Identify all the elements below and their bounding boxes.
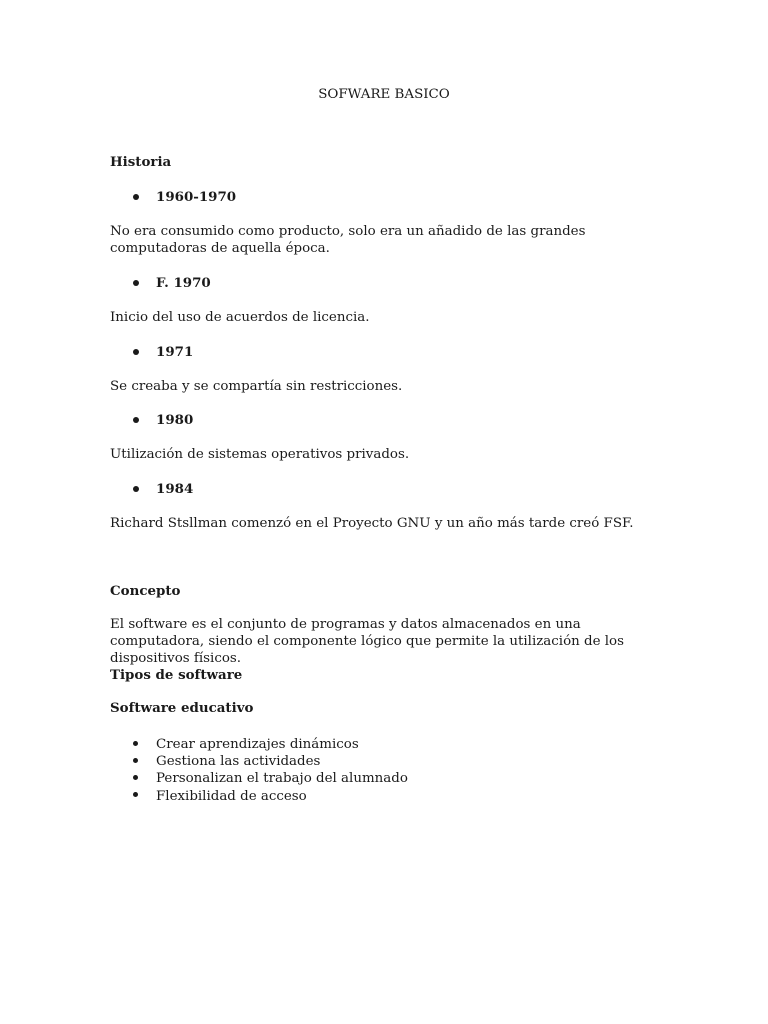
concepto-text: El software es el conjunto de programas y datos almacenados en una computadora, siendo el componente lógico que permite la utilización de los dispositivos físicos. bbox=[110, 617, 624, 666]
bullet-icon bbox=[133, 280, 139, 286]
history-year: 1971 bbox=[156, 344, 194, 360]
concepto-heading: Concepto bbox=[110, 583, 181, 599]
bullet-icon bbox=[133, 792, 138, 797]
bullet-icon bbox=[133, 194, 139, 200]
history-text: Se creaba y se compartía sin restricciones. bbox=[110, 379, 403, 394]
software-educativo-heading: Software educativo bbox=[110, 700, 254, 716]
historia-heading: Historia bbox=[110, 154, 172, 170]
history-year: 1960-1970 bbox=[156, 189, 237, 205]
history-year: F. 1970 bbox=[156, 275, 211, 291]
history-year: 1980 bbox=[156, 412, 194, 428]
bullet-icon bbox=[133, 486, 139, 492]
page-title: SOFWARE BASICO bbox=[318, 87, 450, 102]
history-text: Richard Stsllman comenzó en el Proyecto GNU y un año más tarde creó FSF. bbox=[110, 516, 634, 531]
history-text: No era consumido como producto, solo era un añadido de las grandes computadoras de aquella época. bbox=[110, 224, 586, 256]
history-year: 1984 bbox=[156, 481, 194, 497]
bullet-icon bbox=[133, 349, 139, 355]
bullet-icon bbox=[133, 417, 139, 423]
history-text: Inicio del uso de acuerdos de licencia. bbox=[110, 310, 370, 325]
list-item: Gestiona las actividades bbox=[156, 754, 321, 769]
tipos-heading: Tipos de software bbox=[110, 667, 243, 683]
bullet-icon bbox=[133, 775, 138, 780]
bullet-icon bbox=[133, 758, 138, 763]
list-item: Personalizan el trabajo del alumnado bbox=[156, 771, 408, 786]
bullet-icon bbox=[133, 741, 138, 746]
list-item: Crear aprendizajes dinámicos bbox=[156, 737, 359, 752]
list-item: Flexibilidad de acceso bbox=[156, 789, 307, 804]
history-text: Utilización de sistemas operativos privados. bbox=[110, 447, 410, 462]
